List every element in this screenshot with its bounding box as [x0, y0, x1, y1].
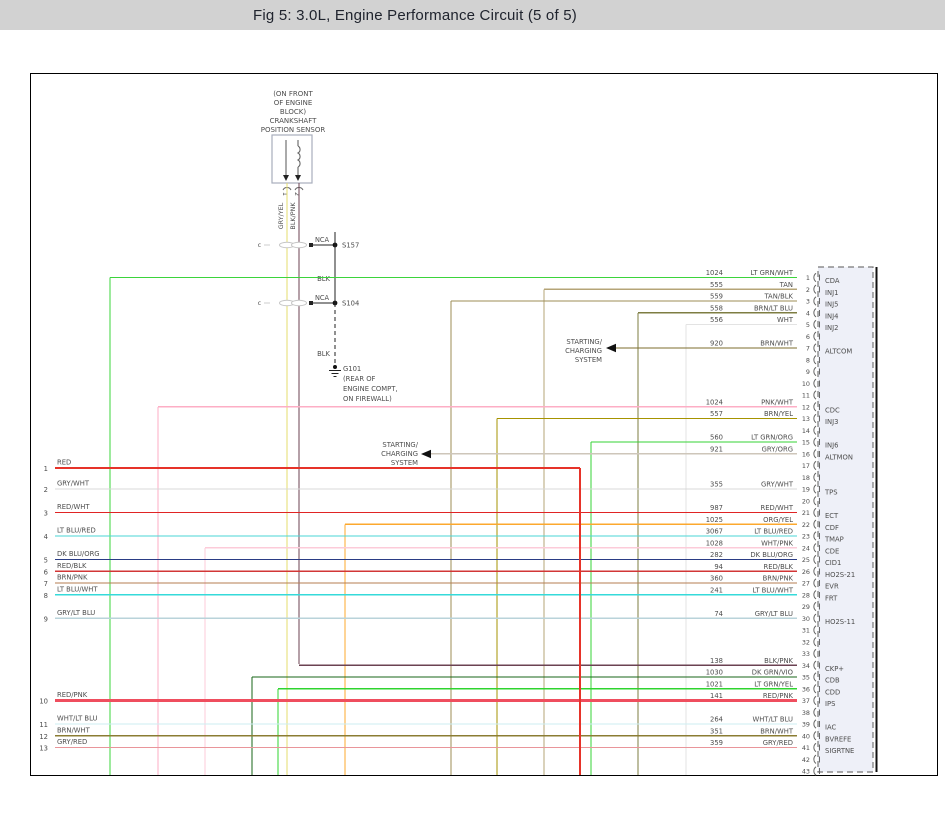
- pin-number: 25: [801, 556, 810, 564]
- circuit-number: 1024: [705, 269, 723, 277]
- circuit-number: 987: [710, 504, 723, 512]
- wire-color-label: RED/WHT: [760, 504, 793, 512]
- wire-color-label: LT BLU/RED: [754, 527, 793, 536]
- wire-color-label: BRN/WHT: [760, 339, 793, 348]
- sensor-name-label: POSITION SENSOR: [260, 126, 326, 134]
- left-wire-number: 10: [39, 697, 48, 706]
- pin-number: 7: [805, 344, 810, 353]
- wire-color-label: GRY/ORG: [761, 445, 793, 454]
- connector-pin-label: CDB: [825, 676, 840, 685]
- pin-number: 32: [801, 638, 810, 647]
- pin-number: 24: [801, 544, 810, 553]
- left-wire-number: 11: [39, 721, 48, 729]
- connector-pin-label: INJ4: [825, 312, 839, 321]
- pin-number: 11: [801, 391, 810, 400]
- left-wire-number: 8: [43, 591, 48, 600]
- wire-color-label: BRN/WHT: [760, 727, 793, 736]
- diagram-border: [31, 74, 938, 776]
- ground-id-label: G101: [343, 365, 362, 373]
- wire-color-label: DK GRN/VIO: [751, 668, 793, 677]
- pin-number: 36: [801, 685, 810, 694]
- connector-pin-label: EVR: [825, 582, 839, 591]
- circuit-number: 264: [710, 715, 723, 724]
- wire-color-label: GRY/WHT: [761, 480, 793, 489]
- pin-number: 20: [801, 497, 810, 506]
- wire-color-label: BLK/PNK: [764, 656, 793, 665]
- circuit-number: 921: [710, 445, 723, 454]
- left-wire-color-label: LT BLU/WHT: [57, 585, 98, 594]
- wire-color-label: LT GRN/WHT: [750, 269, 793, 277]
- connector-pin-label: ALTMON: [825, 453, 853, 462]
- pin-number: 22: [801, 520, 810, 529]
- wire-color-label: BRN/YEL: [764, 410, 793, 418]
- pin-number: 31: [801, 626, 810, 635]
- pin-number: 5: [805, 321, 810, 329]
- pin-number: 17: [801, 462, 810, 470]
- figure-title: Fig 5: 3.0L, Engine Performance Circuit (5 of 5): [253, 6, 577, 24]
- circuit-number: 1021: [705, 680, 723, 689]
- wire-color-label: GRY/RED: [762, 739, 793, 747]
- pin-number: 16: [801, 450, 810, 459]
- left-wire-color-label: RED: [57, 458, 72, 467]
- nca-label: NCA: [314, 294, 330, 302]
- circuit-number: 1030: [705, 668, 723, 677]
- system-ref-label: STARTING/: [566, 338, 602, 346]
- wire-color-label: ORG/YEL: [763, 515, 793, 524]
- circuit-number: 351: [710, 727, 723, 736]
- wire-color-label: WHT/PNK: [761, 539, 793, 548]
- pin-number: 42: [801, 755, 810, 764]
- pin-number: 27: [801, 579, 810, 588]
- left-wire-color-label: GRY/LT BLU: [57, 608, 96, 617]
- connector-pin-label: HO2S-21: [825, 570, 856, 579]
- pin-number: 37: [801, 697, 810, 705]
- figure-title-bar: [0, 0, 945, 30]
- pin-number: 28: [801, 591, 810, 600]
- connector-pin-label: HO2S-11: [825, 617, 856, 626]
- circuit-number: 560: [710, 433, 723, 442]
- nca-terminal-icon: [309, 243, 313, 247]
- circuit-number: 360: [710, 574, 723, 583]
- left-wire-color-label: LT BLU/RED: [57, 526, 96, 535]
- pin-number: 26: [801, 567, 810, 576]
- left-wire-number: 1: [43, 465, 48, 473]
- nca-terminal-icon: [309, 301, 313, 305]
- wire-color-label: BLK: [317, 350, 330, 358]
- circuit-number: 355: [710, 480, 723, 489]
- circuit-number: 241: [710, 586, 723, 595]
- left-wire-number: 9: [43, 615, 48, 624]
- wire-color-label: RED/PNK: [762, 692, 793, 700]
- wire-color-label: RED/BLK: [763, 562, 793, 571]
- system-ref-label: CHARGING: [565, 347, 602, 355]
- pin-number: 9: [805, 368, 810, 376]
- left-wire-number: 4: [43, 533, 48, 541]
- connector-pin-label: INJ3: [825, 418, 839, 426]
- circuit-number: 920: [710, 339, 723, 348]
- sensor-wire-color-label: BLK/PNK: [289, 202, 297, 230]
- wire-color-label: DK BLU/ORG: [750, 551, 793, 559]
- pin-number: 29: [801, 603, 810, 611]
- pin-number: 30: [801, 614, 810, 623]
- pin-number: 43: [801, 767, 810, 776]
- connector-pin-label: CDC: [825, 406, 840, 415]
- pin-number: 14: [801, 426, 810, 435]
- connector-pin-label: IAC: [825, 723, 837, 732]
- connector-pin-label: IPS: [825, 700, 836, 708]
- sensor-location-label: BLOCK): [279, 108, 307, 116]
- wire-color-label: BRN/PNK: [762, 574, 793, 583]
- pin-number: 3: [805, 297, 810, 306]
- connector-pin-label: ECT: [825, 512, 839, 520]
- pin-number: 2: [805, 285, 810, 294]
- ground-location-label: ON FIREWALL): [343, 395, 392, 403]
- wire-color-label: BLK: [317, 275, 330, 283]
- connector-pin-label: BVREFE: [825, 735, 852, 744]
- sensor-location-label: (ON FRONT: [273, 90, 313, 98]
- pin-number: 13: [801, 415, 810, 423]
- pin-number: 23: [801, 532, 810, 541]
- circuit-number: 1025: [705, 515, 723, 524]
- circuit-number: 559: [710, 292, 723, 301]
- connector-break-icon: [292, 300, 307, 305]
- connector-pin-label: ALTCOM: [825, 347, 853, 356]
- sensor-pin-number: 1: [281, 192, 288, 196]
- wire-color-label: BRN/LT BLU: [753, 304, 793, 313]
- connector-pin-label: CDE: [825, 547, 840, 556]
- connector-pin-label: CDA: [825, 277, 840, 285]
- system-ref-label: STARTING/: [382, 441, 418, 449]
- left-wire-number: 13: [39, 744, 48, 753]
- pin-number: 33: [801, 650, 810, 658]
- left-wire-color-label: RED/PNK: [57, 691, 88, 699]
- pin-number: 8: [805, 356, 810, 365]
- pin-number: 38: [801, 708, 810, 717]
- wire-color-label: PNK/WHT: [761, 398, 793, 407]
- left-wire-color-label: RED/BLK: [57, 561, 87, 570]
- left-wire-number: 12: [39, 732, 48, 741]
- pin-number: 34: [801, 661, 810, 670]
- left-wire-color-label: GRY/WHT: [57, 479, 89, 488]
- circuit-number: 138: [710, 656, 723, 665]
- ground-dot: [333, 365, 337, 369]
- left-wire-color-label: GRY/RED: [57, 738, 88, 746]
- circuit-number: 1024: [705, 398, 723, 407]
- wire-color-label: WHT/LT BLU: [752, 715, 793, 724]
- circuit-number: 74: [714, 609, 723, 618]
- inline-connector-mark: c: [257, 242, 261, 249]
- connector-pin-label: INJ1: [825, 288, 839, 297]
- wire-color-label: GRY/LT BLU: [754, 609, 793, 618]
- pin-number: 19: [801, 485, 810, 494]
- connector-pin-label: INJ5: [825, 300, 839, 309]
- ground-location-label: ENGINE COMPT,: [343, 385, 398, 393]
- connector-pin-label: CDD: [825, 688, 841, 697]
- pin-number: 6: [805, 332, 810, 341]
- wire-color-label: TAN: [779, 280, 793, 289]
- circuit-number: 282: [710, 551, 723, 559]
- left-wire-number: 5: [43, 556, 48, 565]
- splice-label: S157: [342, 241, 360, 250]
- left-wire-number: 3: [43, 509, 48, 518]
- circuit-number: 1028: [705, 539, 723, 548]
- ground-location-label: (REAR OF: [343, 375, 376, 383]
- circuit-number: 94: [714, 562, 723, 571]
- system-ref-label: SYSTEM: [390, 459, 418, 467]
- circuit-number: 557: [710, 410, 723, 418]
- left-wire-color-label: BRN/PNK: [57, 573, 88, 582]
- connector-pin-label: CKP+: [825, 664, 844, 673]
- connector-pin-label: FRT: [825, 594, 838, 603]
- crankshaft-sensor-box: [272, 135, 312, 183]
- pin-number: 4: [805, 309, 810, 318]
- wire-color-label: TAN/BLK: [764, 292, 793, 301]
- pin-number: 41: [801, 744, 810, 752]
- inline-connector-mark: c: [257, 300, 261, 307]
- circuit-number: 555: [710, 280, 723, 289]
- left-wire-color-label: RED/WHT: [57, 503, 90, 511]
- sensor-name-label: CRANKSHAFT: [269, 117, 317, 125]
- system-ref-label: SYSTEM: [574, 356, 602, 364]
- connector-pin-label: TMAP: [825, 535, 844, 544]
- pin-number: 1: [805, 274, 810, 282]
- sensor-pin-number: 2: [293, 192, 300, 196]
- connector-pin-label: TPS: [825, 488, 838, 497]
- connector-pin-label: CDF: [825, 523, 839, 532]
- left-wire-number: 7: [43, 580, 48, 588]
- wiring-diagram: [0, 30, 945, 810]
- connector-break-icon: [292, 242, 307, 247]
- wire-color-label: LT GRN/YEL: [754, 680, 793, 689]
- sensor-wire-color-label: GRY/YEL: [277, 202, 285, 230]
- circuit-number: 141: [710, 692, 723, 700]
- connector-pin-label: SIGRTNE: [825, 747, 855, 755]
- left-wire-number: 6: [43, 568, 48, 577]
- wire-color-label: WHT: [777, 316, 793, 324]
- circuit-number: 556: [710, 316, 723, 324]
- pin-number: 12: [801, 403, 810, 412]
- connector-pin-label: INJ2: [825, 324, 839, 332]
- left-wire-color-label: BRN/WHT: [57, 726, 90, 735]
- pin-number: 15: [801, 438, 810, 447]
- pin-number: 18: [801, 473, 810, 482]
- splice-label: S104: [342, 299, 360, 308]
- pin-number: 21: [801, 509, 810, 517]
- circuit-number: 558: [710, 304, 723, 313]
- left-wire-color-label: WHT/LT BLU: [57, 714, 98, 723]
- circuit-number: 3067: [705, 527, 723, 536]
- left-wire-number: 2: [43, 486, 48, 494]
- connector-pin-label: INJ6: [825, 441, 839, 450]
- circuit-number: 359: [710, 739, 723, 747]
- system-ref-label: CHARGING: [381, 450, 418, 458]
- wire-color-label: LT BLU/WHT: [752, 586, 793, 595]
- pin-number: 40: [801, 732, 810, 741]
- pin-number: 39: [801, 720, 810, 729]
- connector-pin-label: CID1: [825, 559, 842, 567]
- left-wire-color-label: DK BLU/ORG: [57, 550, 100, 558]
- sensor-location-label: OF ENGINE: [273, 99, 313, 107]
- nca-label: NCA: [314, 236, 330, 244]
- pin-number: 35: [801, 673, 810, 682]
- pin-number: 10: [801, 379, 810, 388]
- wire-color-label: LT GRN/ORG: [751, 433, 793, 442]
